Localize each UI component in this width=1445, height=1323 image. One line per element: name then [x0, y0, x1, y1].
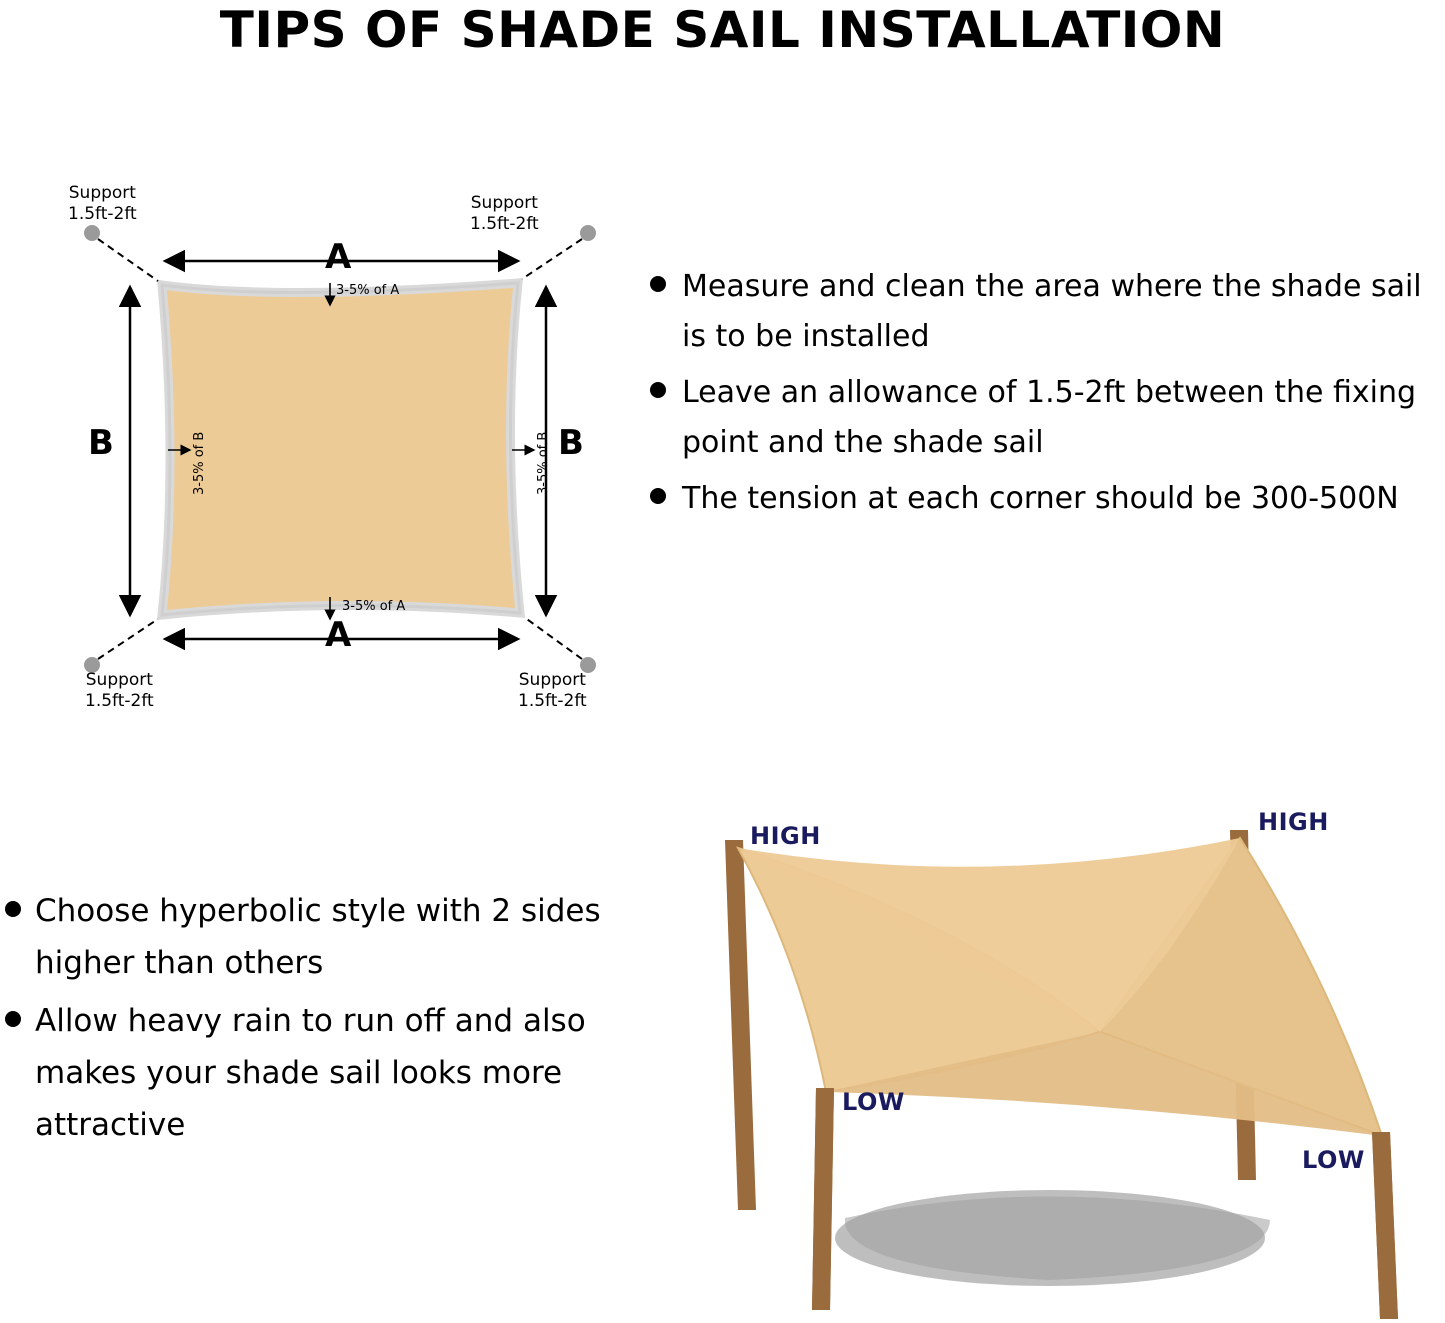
- label-low-right: LOW: [1302, 1146, 1365, 1174]
- hyperbolic-shade-sail-diagram: [630, 770, 1445, 1319]
- square-shade-sail-diagram: [40, 165, 640, 735]
- sag-label-right: 3-5% of B: [536, 431, 551, 495]
- list-item: [5, 995, 615, 1151]
- bullet-dot-icon: [650, 488, 666, 504]
- list-item: [650, 368, 1440, 468]
- tip-text: The tension at each corner should be 300-500N: [682, 481, 1399, 516]
- support-line-top-left: [98, 239, 158, 281]
- bullet-dot-icon: [5, 901, 21, 917]
- sail-shape: [162, 283, 520, 615]
- tips-list-bottom: [5, 885, 615, 1157]
- list-item: [650, 474, 1440, 524]
- support-line-bottom-left: [98, 619, 158, 659]
- label-high-left: HIGH: [750, 822, 821, 850]
- list-item: [650, 262, 1440, 362]
- support-dot-top-right: [580, 225, 596, 241]
- dimension-label-top-a: A: [325, 237, 352, 277]
- support-label-top-left: Support 1.5ft-2ft: [68, 183, 137, 224]
- page-title: TIPS OF SHADE SAIL INSTALLATION: [219, 1, 1226, 59]
- tip-text: Leave an allowance of 1.5-2ft between the fixing point and the shade sail: [682, 375, 1417, 460]
- dimension-label-bottom-a: A: [325, 615, 352, 655]
- bullet-dot-icon: [650, 276, 666, 292]
- hyperbolic-diagram-svg: [630, 770, 1445, 1319]
- tip-text: Measure and clean the area where the shade sail is to be installed: [682, 269, 1422, 354]
- bullet-dot-icon: [650, 382, 666, 398]
- tip-text: Choose hyperbolic style with 2 sides higher than others: [35, 893, 601, 981]
- list-item: [5, 885, 615, 989]
- support-line-top-right: [522, 239, 582, 279]
- post-low-right-front: [1372, 1132, 1398, 1319]
- support-label-bottom-left: Support 1.5ft-2ft: [85, 670, 154, 711]
- label-high-right: HIGH: [1258, 808, 1329, 836]
- support-label-top-right: Support 1.5ft-2ft: [470, 193, 539, 234]
- post-high-left: [725, 840, 756, 1210]
- tips-list-top: [650, 262, 1440, 530]
- dimension-label-right-b: B: [558, 423, 584, 463]
- sag-label-bottom: 3-5% of A: [342, 599, 406, 614]
- support-dot-top-left: [84, 225, 100, 241]
- bullet-dot-icon: [5, 1011, 21, 1027]
- support-label-bottom-right: Support 1.5ft-2ft: [518, 670, 587, 711]
- sag-label-left: 3-5% of B: [192, 431, 207, 495]
- post-low-left-front: [812, 1088, 834, 1310]
- tip-text: Allow heavy rain to run off and also makes your shade sail looks more attractive: [35, 1003, 586, 1143]
- label-low-left: LOW: [842, 1088, 905, 1116]
- dimension-label-left-b: B: [88, 423, 114, 463]
- sag-label-top: 3-5% of A: [336, 283, 400, 298]
- support-line-bottom-right: [524, 617, 582, 659]
